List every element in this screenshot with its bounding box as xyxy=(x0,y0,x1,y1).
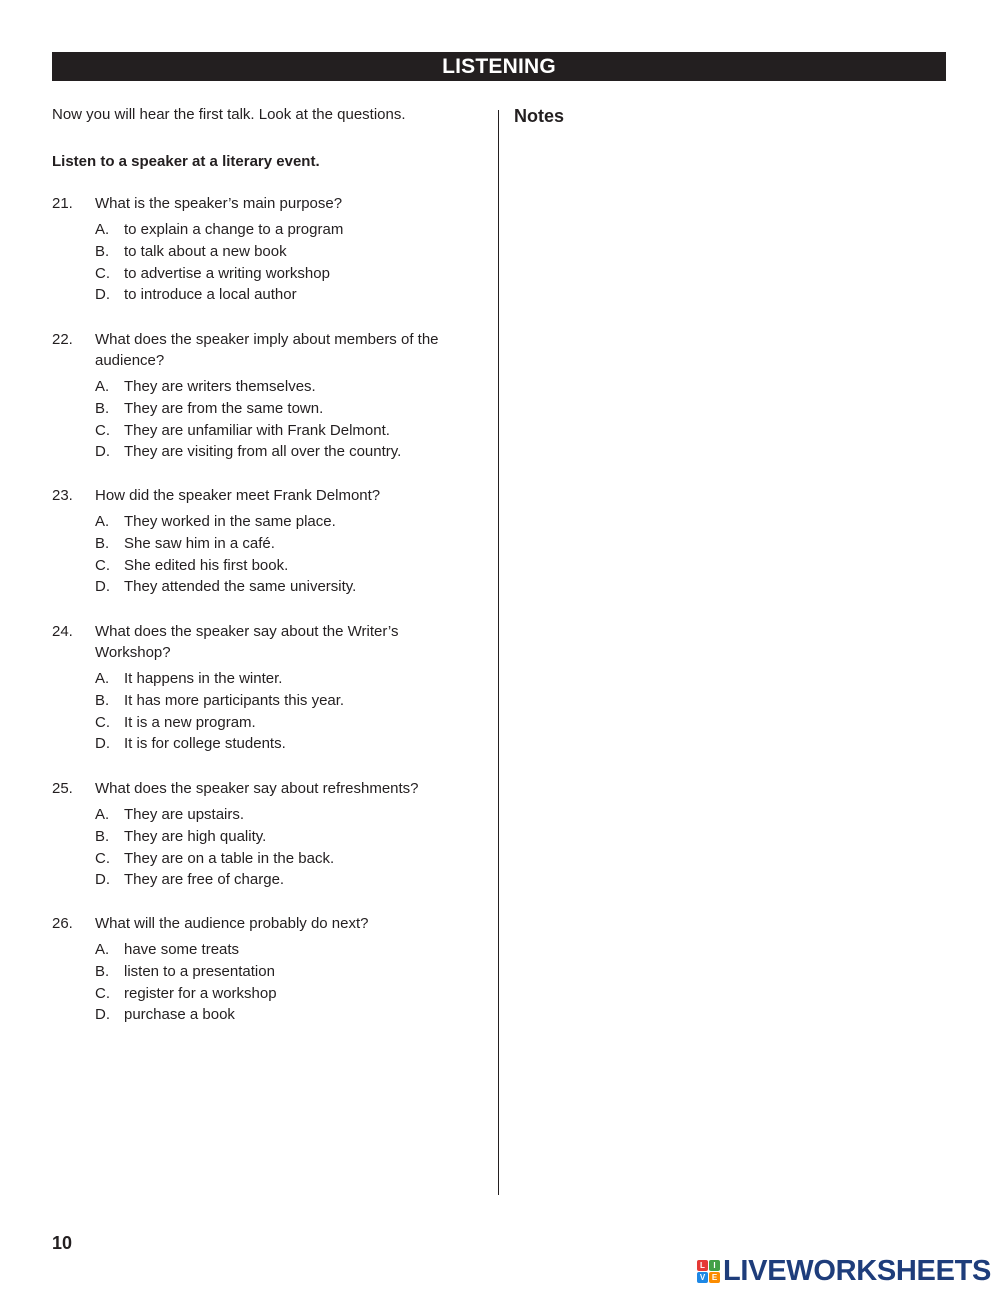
option-letter: A. xyxy=(95,221,110,238)
answer-option-b[interactable] xyxy=(95,690,472,712)
answer-option-c[interactable] xyxy=(95,712,472,734)
option-text: to introduce a local author xyxy=(124,286,297,304)
answer-option-c[interactable] xyxy=(95,848,472,870)
answer-option-b[interactable] xyxy=(95,533,472,555)
option-letter: C. xyxy=(95,421,110,439)
option-letter: D. xyxy=(95,443,110,461)
option-text: They are unfamiliar with Frank Delmont. xyxy=(124,421,390,439)
option-text: They worked in the same place. xyxy=(124,513,336,530)
option-text: She saw him in a café. xyxy=(124,534,275,552)
option-text: register for a workshop xyxy=(124,984,277,1002)
option-text: to explain a change to a program xyxy=(124,221,344,238)
option-letter: C. xyxy=(95,984,110,1002)
question-text: What is the speaker’s main purpose? xyxy=(95,195,343,212)
question-22 xyxy=(52,329,472,463)
option-letter: D. xyxy=(95,871,110,889)
answer-option-b[interactable] xyxy=(95,241,472,263)
option-letter: D. xyxy=(95,578,110,596)
option-text: listen to a presentation xyxy=(124,962,275,980)
option-letter: C. xyxy=(95,264,110,282)
option-letter: A. xyxy=(95,378,110,395)
option-letter: D. xyxy=(95,1006,110,1024)
option-letter: B. xyxy=(95,399,110,417)
question-text: What will the audience probably do next? xyxy=(95,915,369,932)
option-letter: D. xyxy=(95,286,110,304)
answer-option-b[interactable] xyxy=(95,826,472,848)
answer-option-c[interactable] xyxy=(95,555,472,577)
question-text: What does the speaker say about the Writer’s Workshop? xyxy=(95,623,399,661)
liveworksheets-logo[interactable] xyxy=(697,1255,991,1288)
option-text: They attended the same university. xyxy=(124,578,357,596)
option-letter: A. xyxy=(95,806,110,823)
question-24 xyxy=(52,621,472,755)
option-text: She edited his first book. xyxy=(124,556,289,574)
option-text: They are high quality. xyxy=(124,827,267,845)
answer-option-a[interactable] xyxy=(95,511,472,533)
answer-option-d[interactable] xyxy=(95,869,472,891)
answer-option-d[interactable] xyxy=(95,441,472,463)
option-letter: C. xyxy=(95,556,110,574)
intro-text: Now you will hear the first talk. Look at the questions. xyxy=(52,106,406,123)
section-header xyxy=(52,52,946,81)
question-number: 23. xyxy=(52,487,73,504)
question-text: What does the speaker imply about members of the audience? xyxy=(95,331,439,369)
option-text: It happens in the winter. xyxy=(124,670,283,687)
option-letter: A. xyxy=(95,513,110,530)
logo-letter: E xyxy=(709,1272,720,1283)
option-letter: D. xyxy=(95,735,110,753)
question-number: 22. xyxy=(52,331,73,348)
question-number: 24. xyxy=(52,623,73,640)
logo-letter: V xyxy=(697,1272,708,1283)
answer-option-b[interactable] xyxy=(95,961,472,983)
answer-option-d[interactable] xyxy=(95,576,472,598)
option-text: to advertise a writing workshop xyxy=(124,264,330,282)
option-letter: B. xyxy=(95,962,110,980)
instruction-text: Listen to a speaker at a literary event. xyxy=(52,153,320,170)
column-divider xyxy=(498,110,499,1195)
answer-option-c[interactable] xyxy=(95,983,472,1005)
question-25 xyxy=(52,778,472,891)
answer-option-c[interactable] xyxy=(95,263,472,285)
answer-option-a[interactable] xyxy=(95,804,472,826)
question-text: What does the speaker say about refreshments? xyxy=(95,780,419,797)
notes-title: Notes xyxy=(514,106,565,126)
question-text: How did the speaker meet Frank Delmont? xyxy=(95,487,381,504)
option-text: It is for college students. xyxy=(124,735,286,753)
answer-option-b[interactable] xyxy=(95,398,472,420)
option-text: They are free of charge. xyxy=(124,871,285,889)
answer-option-c[interactable] xyxy=(95,420,472,442)
answer-option-a[interactable] xyxy=(95,668,472,690)
question-number: 25. xyxy=(52,780,73,797)
option-text: It is a new program. xyxy=(124,713,256,731)
answer-option-d[interactable] xyxy=(95,284,472,306)
section-title: LISTENING xyxy=(442,54,556,78)
option-text: They are on a table in the back. xyxy=(124,849,335,867)
option-text: They are writers themselves. xyxy=(124,378,316,395)
logo-letter: I xyxy=(709,1260,720,1271)
option-text: to talk about a new book xyxy=(124,242,287,260)
option-letter: A. xyxy=(95,670,110,687)
option-text: They are from the same town. xyxy=(124,399,324,417)
logo-letter: L xyxy=(697,1260,708,1271)
option-letter: A. xyxy=(95,941,110,958)
answer-option-a[interactable] xyxy=(95,939,472,961)
option-text: purchase a book xyxy=(124,1006,235,1024)
option-letter: C. xyxy=(95,849,110,867)
option-text: have some treats xyxy=(124,941,240,958)
answer-option-d[interactable] xyxy=(95,1004,472,1026)
question-number: 26. xyxy=(52,915,73,932)
option-letter: B. xyxy=(95,534,110,552)
answer-option-a[interactable] xyxy=(95,376,472,398)
option-letter: B. xyxy=(95,827,110,845)
option-letter: B. xyxy=(95,242,110,260)
answer-option-d[interactable] xyxy=(95,733,472,755)
option-letter: B. xyxy=(95,691,110,709)
option-text: They are visiting from all over the country. xyxy=(124,443,402,461)
question-number: 21. xyxy=(52,195,73,212)
option-text: It has more participants this year. xyxy=(124,691,345,709)
question-23 xyxy=(52,485,472,598)
option-text: They are upstairs. xyxy=(124,806,245,823)
question-26 xyxy=(52,913,472,1026)
brand-name: LIVEWORKSHEETS xyxy=(723,1255,992,1287)
page-number: 10 xyxy=(52,1233,73,1253)
option-letter: C. xyxy=(95,713,110,731)
answer-option-a[interactable] xyxy=(95,219,472,241)
logo-icon xyxy=(697,1260,720,1283)
question-21 xyxy=(52,193,472,306)
